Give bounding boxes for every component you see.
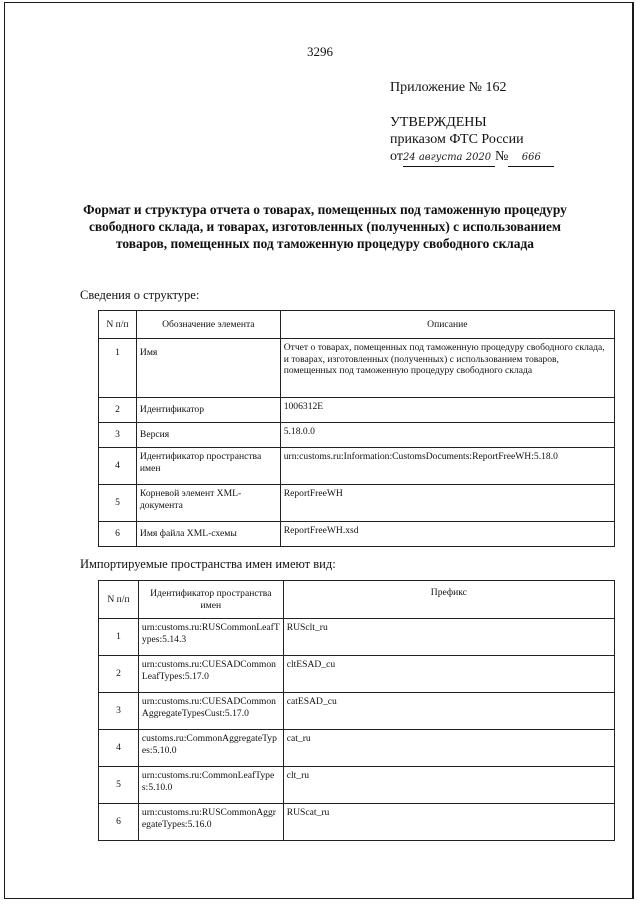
appendix-label: Приложение № 162	[390, 80, 507, 95]
namespace-prefix: cltESAD_cu	[283, 656, 614, 693]
namespace-id: urn:customs.ru:RUSCommonLeafTypes:5.14.3	[138, 619, 283, 656]
page-number: 3296	[307, 44, 333, 59]
header-cell: Обозначение элемента	[136, 311, 280, 339]
table-row	[99, 522, 615, 547]
element-name: Корневой элемент XML-документа	[136, 485, 280, 522]
table-row	[99, 730, 615, 767]
header-cell: Описание	[280, 311, 614, 339]
row-number: 5	[99, 767, 139, 804]
element-name: Идентификатор	[136, 398, 280, 423]
header-cell: Идентификатор пространства имен	[138, 581, 283, 619]
namespace-prefix: RUSclt_ru	[283, 619, 614, 656]
header-cell: Префикс	[283, 581, 614, 619]
element-name: Идентификатор пространства имен	[136, 448, 280, 485]
document-title: Формат и структура отчета о товарах, помещенных под таможенную процедуру свободного склада, и товарах, изготовленных (полученных) с использованием товаров, помещенных под таможенную процедуру свободного склада	[83, 202, 567, 251]
imports-caption: Импортируемые пространства имен имеют вид:	[80, 557, 336, 571]
namespace-id: customs.ru:CommonAggregateTypes:5.10.0	[138, 730, 283, 767]
element-name: Имя файла XML-схемы	[136, 522, 280, 547]
table-row	[99, 485, 615, 522]
approval-block	[390, 114, 554, 167]
row-number: 4	[99, 730, 139, 767]
row-number: 3	[99, 693, 139, 730]
number-label: №	[494, 149, 509, 164]
namespace-id: urn:customs.ru:CUESADCommonLeafTypes:5.17.0	[138, 656, 283, 693]
approved-order: приказом ФТС России	[390, 132, 524, 147]
structure-table	[98, 310, 615, 547]
approved-date-line	[390, 148, 554, 167]
namespace-prefix: cat_ru	[283, 730, 614, 767]
handwritten-date: 24 августа 2020	[403, 149, 495, 167]
structure-caption: Сведения о структуре:	[80, 288, 200, 302]
handwritten-number: 666	[508, 149, 554, 167]
table-row	[99, 619, 615, 656]
element-description: urn:customs.ru:Information:CustomsDocuments:ReportFreeWH:5.18.0	[280, 448, 614, 485]
table-row	[99, 423, 615, 448]
approved-heading: УТВЕРЖДЕНЫ	[390, 115, 487, 130]
row-number: 4	[99, 448, 137, 485]
table-row	[99, 693, 615, 730]
row-number: 2	[99, 398, 137, 423]
namespace-prefix: catESAD_cu	[283, 693, 614, 730]
element-description: ReportFreeWH.xsd	[280, 522, 614, 547]
element-description: 5.18.0.0	[280, 423, 614, 448]
row-number: 1	[99, 339, 137, 398]
row-number: 6	[99, 804, 139, 841]
row-number: 2	[99, 656, 139, 693]
from-prefix: от	[390, 149, 403, 164]
table-row	[99, 804, 615, 841]
namespace-id: urn:customs.ru:RUSCommonAggregateTypes:5.16.0	[138, 804, 283, 841]
table-row	[99, 339, 615, 398]
element-name: Имя	[136, 339, 280, 398]
row-number: 3	[99, 423, 137, 448]
element-description: Отчет о товарах, помещенных под таможенную процедуру свободного склада, и товарах, изготовленных (полученных) с использованием товаров, помещенных под таможенную процедуру свободного склада	[280, 339, 614, 398]
namespace-id: urn:customs.ru:CommonLeafTypes:5.10.0	[138, 767, 283, 804]
element-description: 1006312E	[280, 398, 614, 423]
row-number: 1	[99, 619, 139, 656]
table-row	[99, 767, 615, 804]
namespace-id: urn:customs.ru:CUESADCommonAggregateTypesCust:5.17.0	[138, 693, 283, 730]
table-row	[99, 398, 615, 423]
namespace-prefix: clt_ru	[283, 767, 614, 804]
element-description: ReportFreeWH	[280, 485, 614, 522]
namespace-prefix: RUScat_ru	[283, 804, 614, 841]
table-header-row	[99, 311, 615, 339]
header-cell: N п/п	[99, 311, 137, 339]
table-row	[99, 448, 615, 485]
table-row	[99, 656, 615, 693]
table-header-row	[99, 581, 615, 619]
row-number: 5	[99, 485, 137, 522]
element-name: Версия	[136, 423, 280, 448]
header-cell: N п/п	[99, 581, 139, 619]
row-number: 6	[99, 522, 137, 547]
imports-table	[98, 580, 615, 841]
